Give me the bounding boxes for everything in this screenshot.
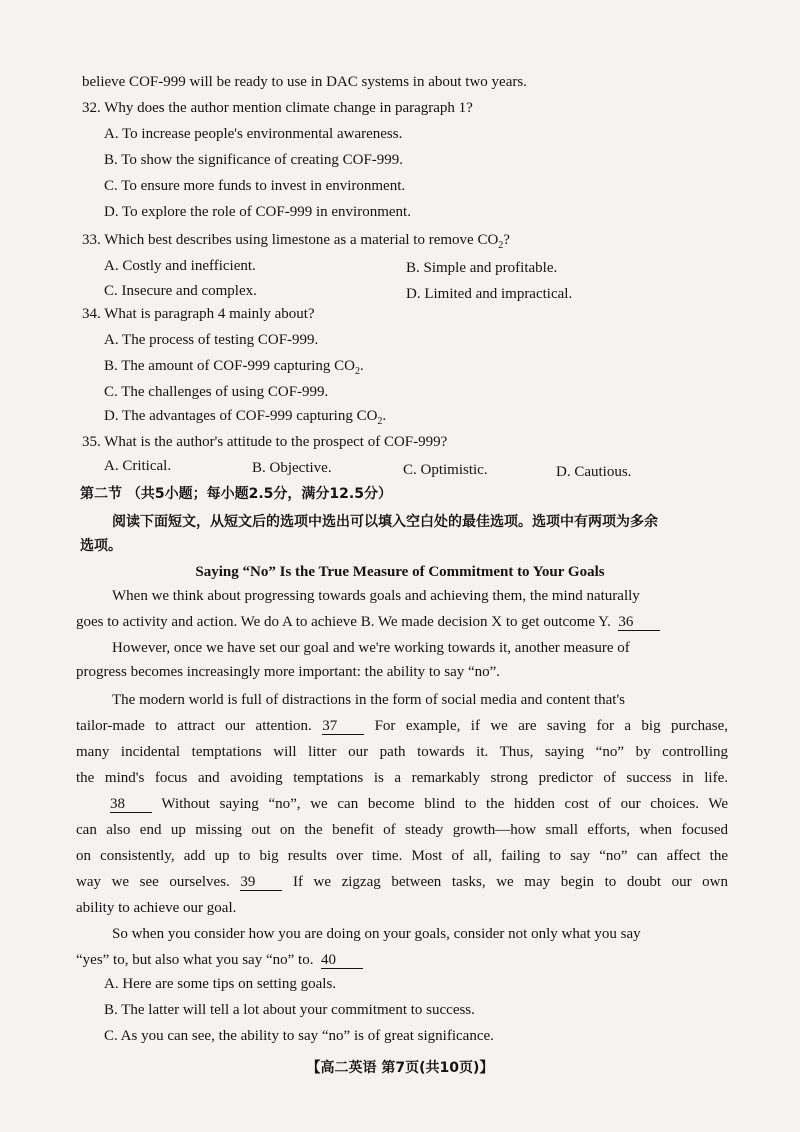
question-35-stem: 35. What is the author's attitude to the prospect of COF-999? <box>82 434 448 450</box>
blank-40: 40 <box>321 952 363 969</box>
q33-option-a: A. Costly and inefficient. <box>104 258 256 274</box>
q34-option-d: D. The advantages of COF-999 capturing $CO_2$. <box>104 408 387 427</box>
passage-title: Saying “No” Is the True Measure of Commitment to Your Goals <box>195 564 605 580</box>
paragraph-4-line-2: can also end up missing out on the benefit of steady growth—how small efforts, when focused <box>76 822 728 838</box>
paragraph-3-line-4: the mind's focus and avoiding temptations is a remarkably strong predictor of success in life. <box>76 770 728 786</box>
q32-option-a: A. To increase people's environmental awareness. <box>104 126 403 142</box>
paragraph-2-line-1: However, once we have set our goal and we're working towards it, another measure of <box>112 640 630 656</box>
question-34-stem: 34. What is paragraph 4 mainly about? <box>82 306 315 322</box>
question-32-stem: 32. Why does the author mention climate change in paragraph 1? <box>82 100 473 116</box>
q32-option-b: B. To show the significance of creating COF-999. <box>104 152 404 168</box>
question-33-stem: 33. Which best describes using limestone as a material to remove $CO_2$? <box>82 232 510 251</box>
q35-option-b: B. Objective. <box>252 460 332 476</box>
q33-option-d: D. Limited and impractical. <box>406 286 573 302</box>
paragraph-3-line-2: tailor-made to attract our attention. 37 For example, if we are saving for a big purchase, <box>76 718 729 734</box>
q32-option-c: C. To ensure more funds to invest in environment. <box>104 178 406 194</box>
section-instruction-line-2: 选项。 <box>80 538 122 554</box>
q35-option-c: C. Optimistic. <box>403 462 488 478</box>
gap-fill-option-c: C. As you can see, the ability to say “no” is of great significance. <box>104 1028 494 1044</box>
q33-option-c: C. Insecure and complex. <box>104 283 257 299</box>
q34-option-a: A. The process of testing COF-999. <box>104 332 319 348</box>
paragraph-4-line-3: on consistently, add up to big results over time. Most of all, failing to say “no” can affect the <box>76 848 728 864</box>
gap-fill-option-a: A. Here are some tips on setting goals. <box>104 976 337 992</box>
blank-38: 38 <box>110 796 152 813</box>
paragraph-5-line-2: “yes” to, but also what you say “no” to. 40 <box>76 950 728 970</box>
paragraph-3-line-3: many incidental temptations will litter our path towards it. Thus, saying “no” by controlling <box>76 744 728 760</box>
q33-option-b: B. Simple and profitable. <box>406 260 558 276</box>
q32-option-d: D. To explore the role of COF-999 in environment. <box>104 204 411 220</box>
section-heading: 第二节 （共5小题；每小题2.5分，满分12.5分） <box>80 486 392 502</box>
gap-fill-option-b: B. The latter will tell a lot about your commitment to success. <box>104 1002 475 1018</box>
paragraph-1-line-2: goes to activity and action. We do A to achieve B. We made decision X to get outcome Y. 36 <box>76 612 728 632</box>
q34-option-b: B. The amount of COF-999 capturing $CO_2$. <box>104 358 364 377</box>
paragraph-2-line-2: progress becomes increasingly more important: the ability to say “no”. <box>76 664 501 680</box>
blank-37: 37 <box>322 718 364 735</box>
continued-line: believe COF-999 will be ready to use in DAC systems in about two years. <box>82 74 527 90</box>
blank-36: 36 <box>618 614 660 631</box>
section-instruction-line-1: 阅读下面短文，从短文后的选项中选出可以填入空白处的最佳选项。选项中有两项为多余 <box>112 514 658 530</box>
q34-option-c: C. The challenges of using COF-999. <box>104 384 329 400</box>
paragraph-3-line-1: The modern world is full of distractions in the form of social media and content that's <box>112 692 625 708</box>
paragraph-4-line-1: 38 Without saying “no”, we can become blind to the hidden cost of our choices. We <box>110 796 728 812</box>
paragraph-4-line-5: ability to achieve our goal. <box>76 900 237 916</box>
q35-option-a: A. Critical. <box>104 458 172 474</box>
paragraph-1-line-1: When we think about progressing towards goals and achieving them, the mind naturally <box>112 588 640 604</box>
paragraph-5-line-1: So when you consider how you are doing on your goals, consider not only what you say <box>112 926 641 942</box>
q35-option-d: D. Cautious. <box>556 464 632 480</box>
blank-39: 39 <box>240 874 282 891</box>
page-footer: 【高二英语 第7页(共10页)】 <box>306 1060 494 1076</box>
paragraph-4-line-4: way we see ourselves. 39 If we zigzag between tasks, we may begin to doubt our own <box>76 874 729 890</box>
